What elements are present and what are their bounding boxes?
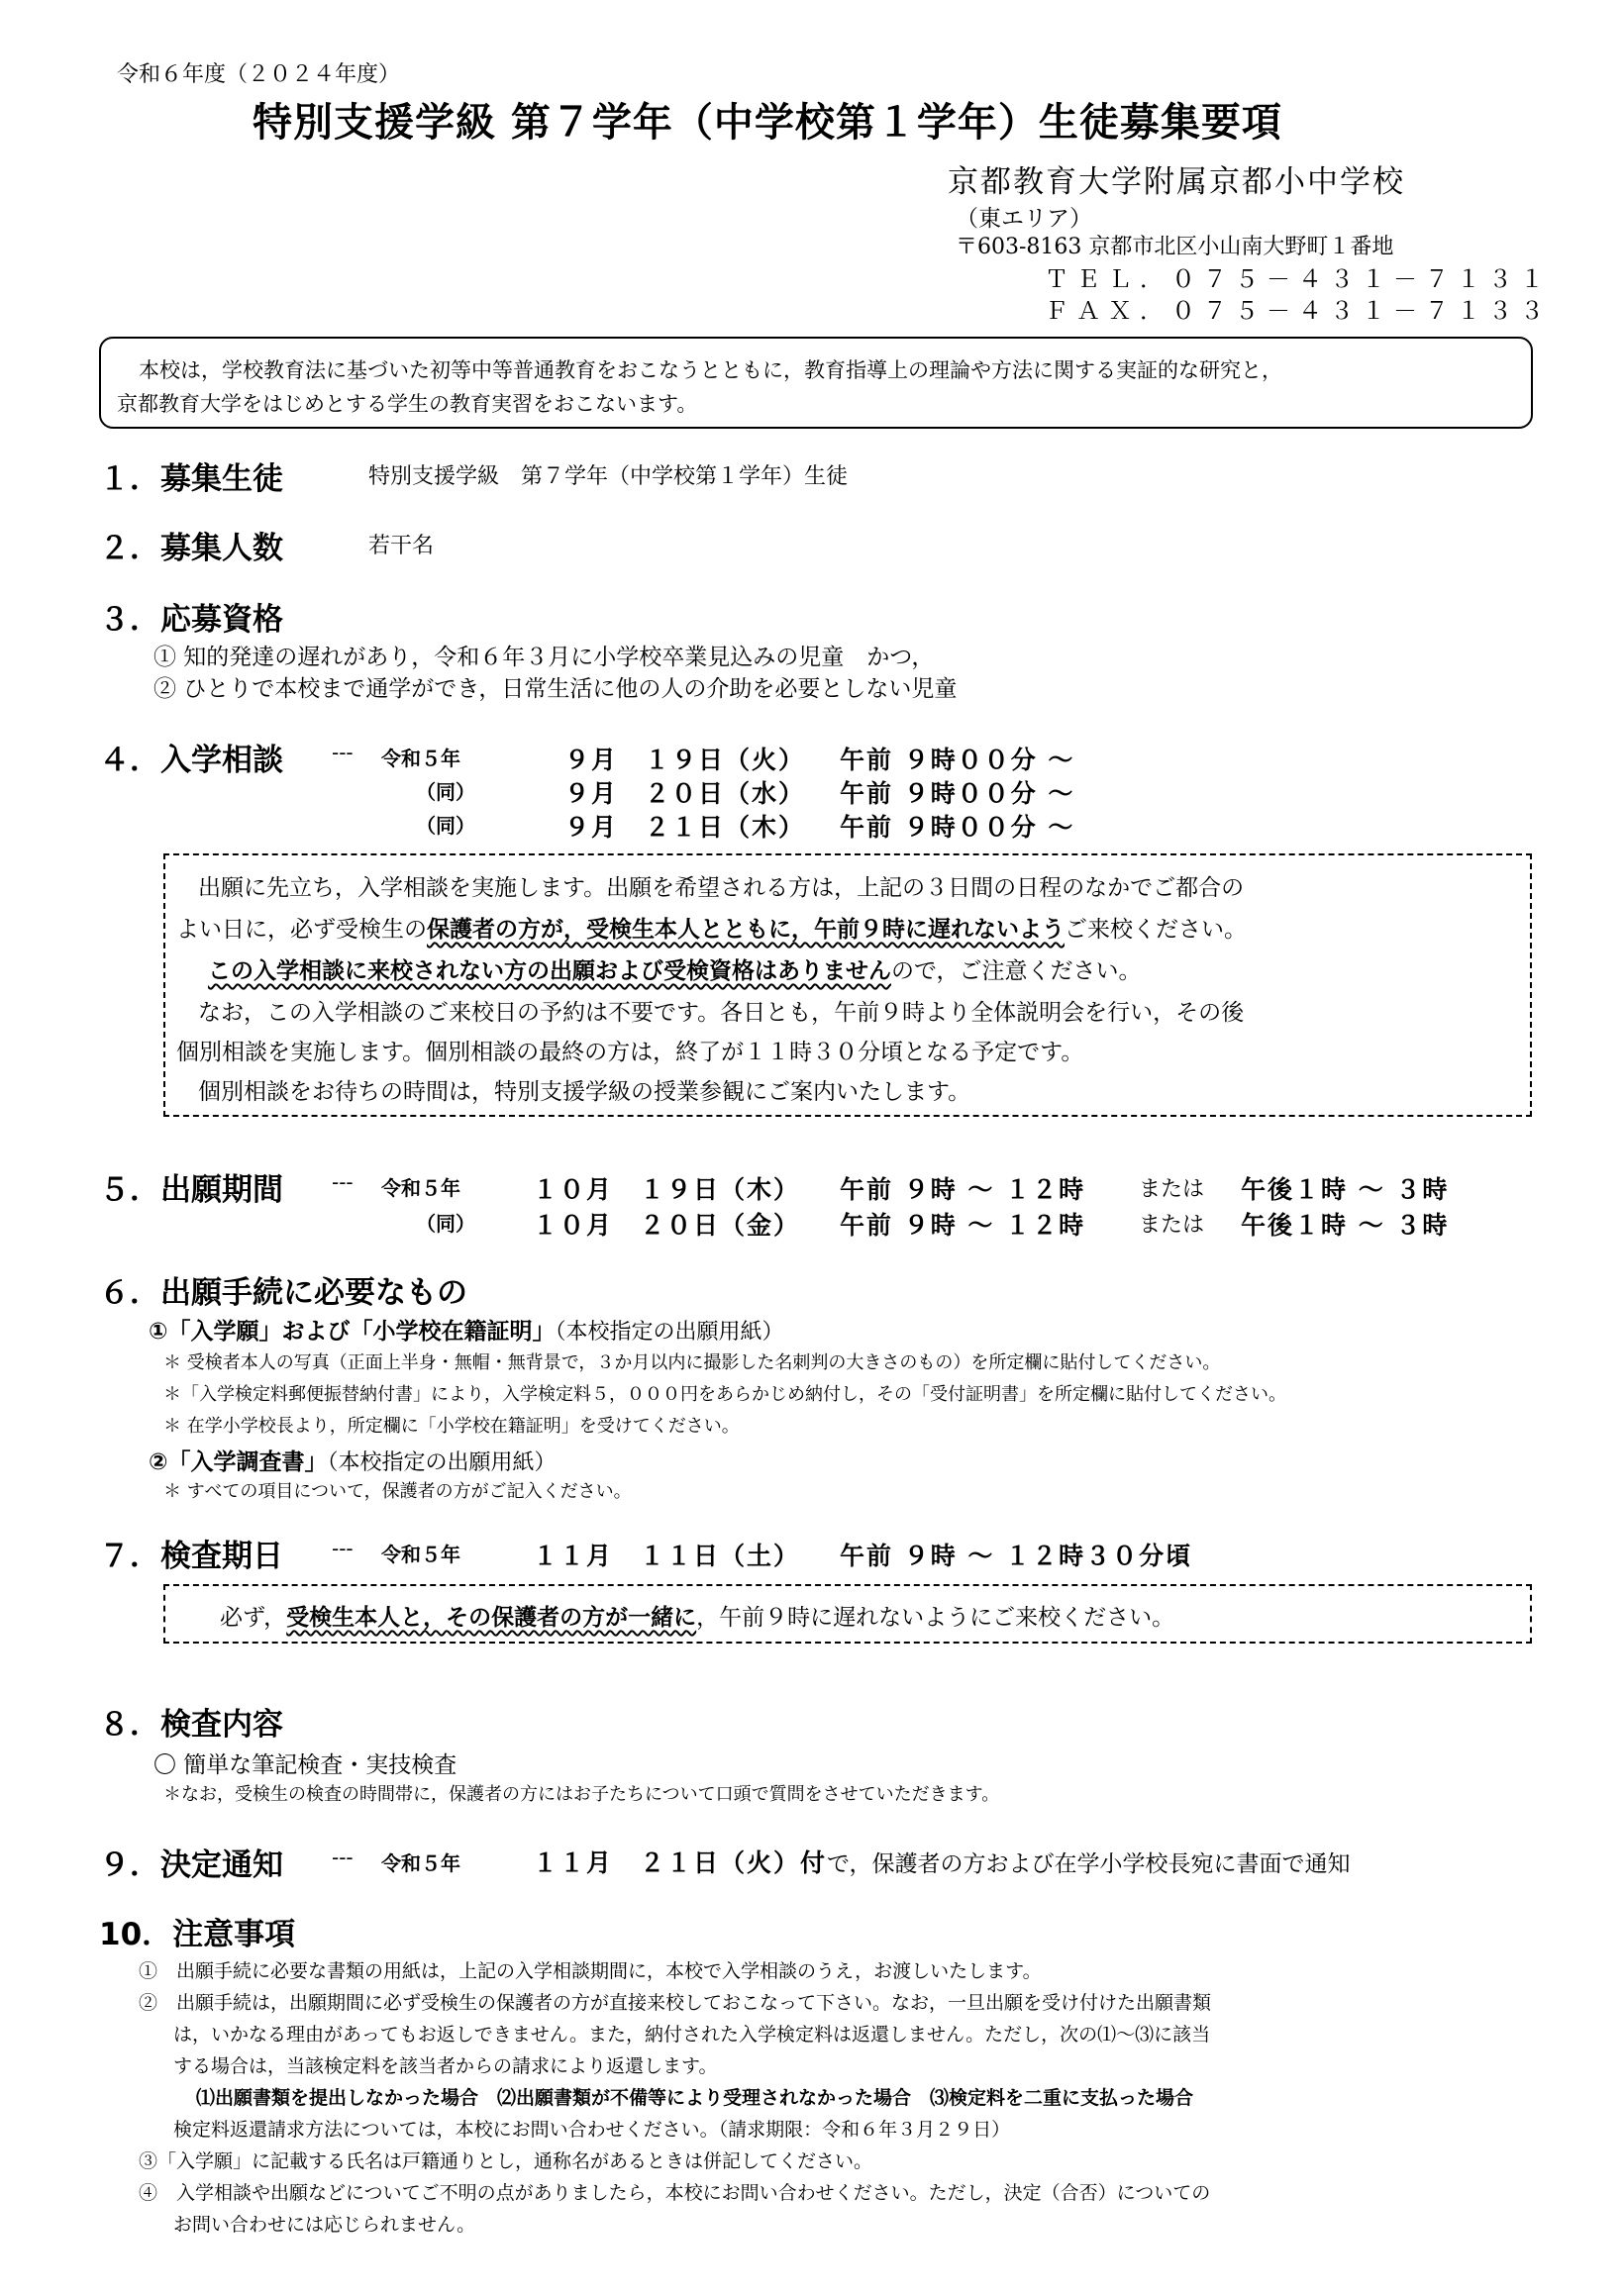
- section-3-heading: ３．応募資格: [99, 602, 283, 638]
- page-title: 特別支援学級 第７学年（中学校第１学年）生徒募集要項: [253, 100, 1282, 146]
- required-item-2-label: ②「入学調査書」: [149, 1449, 328, 1475]
- caution-line-inquiry-2: お問い合わせには応じられません。: [173, 2214, 476, 2236]
- apply-row-2-or: または: [1139, 1213, 1205, 1238]
- refund-cases: ⑴出願書類を提出しなかった場合 ⑵出願書類が不備等により受理されなかった場合 ⑶検定料を二重に支払った場合: [196, 2087, 1194, 2109]
- caution-line-inquiry: ④ 入学相談や出願などについてご不明の点がありましたら，本校にお問い合わせください。ただし，決定（合否）についての: [139, 2182, 1211, 2204]
- intro-line-1: 本校は，学校教育法に基づいた初等中等普通教育をおこなうとともに，教育指導上の理論や方法に関する実証的な研究と，: [139, 358, 1282, 382]
- exam-notice: [220, 1599, 1174, 1632]
- section-6-heading: ６．出願手続に必要なもの: [99, 1275, 467, 1311]
- section-4-dash: ---: [332, 741, 354, 764]
- consult-row-3-prefix: （同）: [416, 814, 475, 838]
- apply-row-1-pm: 午後１時 ～ ３時: [1241, 1175, 1450, 1204]
- apply-row-2-date: １０月 ２０日（金）: [533, 1211, 801, 1240]
- caution-line-3: は，いかなる理由があってもお返しできません。また，納付された入学検定料は返還しません。ただし，次の⑴～⑶に該当: [173, 2024, 1211, 2046]
- intro-line-2: 京都教育大学をはじめとする学生の教育実習をおこないます。: [117, 392, 698, 416]
- required-item-1-note-1: ＊ 受検者本人の写真（正面上半身・無帽・無背景で，３か月以内に撮影した名刺判の大きさのもの）を所定欄に貼付してください。: [163, 1352, 1221, 1373]
- required-item-1-note-3: ＊ 在学小学校長より，所定欄に「小学校在籍証明」を受けてください。: [163, 1416, 740, 1437]
- fiscal-year-label: 令和６年度（２０２４年度）: [117, 62, 401, 87]
- school-tel: ＴＥＬ．０７５－４３１－７１３１: [1045, 265, 1552, 293]
- caution-line-1: ① 出願手続に必要な書類の用紙は，上記の入学相談期間に，本校で入学相談のうえ，お渡しいたします。: [139, 1960, 1042, 1982]
- section-3-item-2: ② ひとりで本校まで通学ができ，日常生活に他の人の介助を必要としない児童: [153, 676, 958, 702]
- section-10-heading: 10．注意事項: [99, 1917, 296, 1952]
- consult-row-3-time: 午前 ９時００分 ～: [840, 813, 1075, 842]
- consult-notice-line-6: 個別相談をお待ちの時間は，特別支援学級の授業参観にご案内いたします。: [198, 1079, 971, 1105]
- section-1-body: 特別支援学級 第７学年（中学校第１学年）生徒: [368, 464, 849, 489]
- required-item-2-note-1: ＊ すべての項目について，保護者の方がご記入ください。: [163, 1481, 632, 1502]
- consult-row-1-date: ９月 １９日（火）: [564, 746, 806, 774]
- consult-notice-line-3: [208, 952, 1142, 985]
- exam-date-prefix: 令和５年: [381, 1543, 460, 1566]
- school-address: 〒603-8163 京都市北区小山南大野町１番地: [956, 235, 1394, 259]
- exam-time: 午前 ９時 ～ １２時３０分頃: [840, 1542, 1193, 1570]
- apply-row-1-or: または: [1139, 1177, 1205, 1202]
- consult-row-2-date: ９月 ２０日（水）: [564, 779, 806, 808]
- consult-notice-line-2-emphasis: 保護者の方が，受検生本人とともに，午前９時に遅れないよう: [427, 916, 1065, 943]
- section-9-dash: ---: [332, 1846, 354, 1869]
- consult-notice-line-2-c: ご来校ください。: [1065, 917, 1247, 943]
- consult-row-2-prefix: （同）: [416, 780, 475, 804]
- required-item-1-label: ①「入学願」および「小学校在籍証明」: [149, 1319, 556, 1345]
- required-item-1: [149, 1313, 784, 1346]
- refund-method: 検定料返還請求方法については，本校にお問い合わせください。（請求期限：令和６年３月２９日）: [173, 2119, 1011, 2141]
- notice-date-tail: で，保護者の方および在学小学校長宛に書面で通知: [827, 1851, 1351, 1877]
- apply-row-2-prefix: （同）: [416, 1212, 475, 1236]
- caution-line-4: する場合は，当該検定料を該当者からの請求により返還します。: [173, 2055, 718, 2077]
- notice-date: １１月 ２１日（火）付: [533, 1848, 828, 1877]
- section-5-dash: ---: [332, 1170, 354, 1194]
- exam-content-item: 〇 簡単な筆記検査・実技検査: [153, 1752, 457, 1778]
- apply-row-2-time: 午前 ９時 ～ １２時: [840, 1211, 1086, 1240]
- apply-row-1-time: 午前 ９時 ～ １２時: [840, 1175, 1086, 1204]
- consult-notice-line-2: [176, 911, 1247, 944]
- apply-row-1-prefix: 令和５年: [381, 1176, 460, 1200]
- consult-notice-line-1: 出願に先立ち，入学相談を実施します。出願を希望される方は，上記の３日間の日程のなかでご都合の: [198, 875, 1245, 901]
- school-fax: ＦＡＸ．０７５－４３１－７１３３: [1045, 297, 1552, 325]
- section-3-item-1: ① 知的発達の遅れがあり，令和６年３月に小学校卒業見込みの児童 かつ，: [153, 645, 935, 670]
- school-name: 京都教育大学附属京都小中学校: [948, 164, 1405, 200]
- caution-line-name: ③「入学願」に記載する氏名は戸籍通りとし，通称名があるときは併記してください。: [139, 2150, 873, 2172]
- section-2-heading: ２．募集人数: [99, 531, 283, 566]
- consult-row-1-time: 午前 ９時００分 ～: [840, 746, 1075, 774]
- exam-date: １１月 １１日（土）: [533, 1542, 801, 1570]
- consult-row-3-date: ９月 ２１日（木）: [564, 813, 806, 842]
- section-4-heading: ４．入学相談: [99, 743, 283, 778]
- required-item-2-note: （本校指定の出願用紙）: [327, 1450, 557, 1475]
- consult-notice-line-3-b: ので，ご注意ください。: [891, 958, 1142, 984]
- exam-notice-c: ，午前９時に遅れないようにご来校ください。: [696, 1605, 1175, 1631]
- required-item-1-note: （本校指定の出願用紙）: [555, 1320, 784, 1345]
- section-1-heading: １．募集生徒: [99, 461, 283, 497]
- consult-notice-line-4: なお，この入学相談のご来校日の予約は不要です。各日とも，午前９時より全体説明会を行い，その後: [198, 1000, 1245, 1026]
- notice-date-prefix: 令和５年: [381, 1851, 460, 1875]
- consult-notice-line-5: 個別相談を実施します。個別相談の最終の方は，終了が１１時３０分頃となる予定です。: [176, 1040, 1084, 1065]
- consult-row-1-prefix: 令和５年: [381, 747, 460, 770]
- section-7-heading: ７．検査期日: [99, 1539, 283, 1574]
- required-item-1-note-2: ＊「入学検定料郵便振替納付書」により，入学検定料５，０００円をあらかじめ納付し，その「受付証明書」を所定欄に貼付してください。: [163, 1384, 1286, 1405]
- section-9-heading: ９．決定通知: [99, 1847, 283, 1883]
- consult-notice-line-3-emphasis: この入学相談に来校されない方の出願および受検資格はありません: [208, 957, 891, 984]
- consult-notice-line-2-a: よい日に，必ず受検生の: [176, 917, 427, 943]
- consult-row-2-time: 午前 ９時００分 ～: [840, 779, 1075, 808]
- section-5-heading: ５．出願期間: [99, 1172, 283, 1208]
- exam-notice-emphasis: 受検生本人と，その保護者の方が一緒に: [286, 1604, 697, 1631]
- section-8-heading: ８．検査内容: [99, 1707, 283, 1743]
- exam-notice-a: 必ず，: [220, 1605, 287, 1631]
- notice-date-line: [533, 1844, 1351, 1879]
- caution-line-2: ② 出願手続は，出願期間に必ず受検生の保護者の方が直接来校しておこなって下さい。なお，一旦出願を受け付けた出願書類: [139, 1992, 1212, 2014]
- apply-row-1-date: １０月 １９日（木）: [533, 1175, 801, 1204]
- school-area: （東エリア）: [956, 206, 1092, 232]
- apply-row-2-pm: 午後１時 ～ ３時: [1241, 1211, 1450, 1240]
- exam-content-note: ＊なお，受検生の検査の時間帯に，保護者の方にはお子たちについて口頭で質問をさせていただきます。: [163, 1784, 1000, 1805]
- required-item-2: [149, 1444, 557, 1476]
- section-7-dash: ---: [332, 1537, 354, 1560]
- section-2-body: 若干名: [368, 534, 435, 558]
